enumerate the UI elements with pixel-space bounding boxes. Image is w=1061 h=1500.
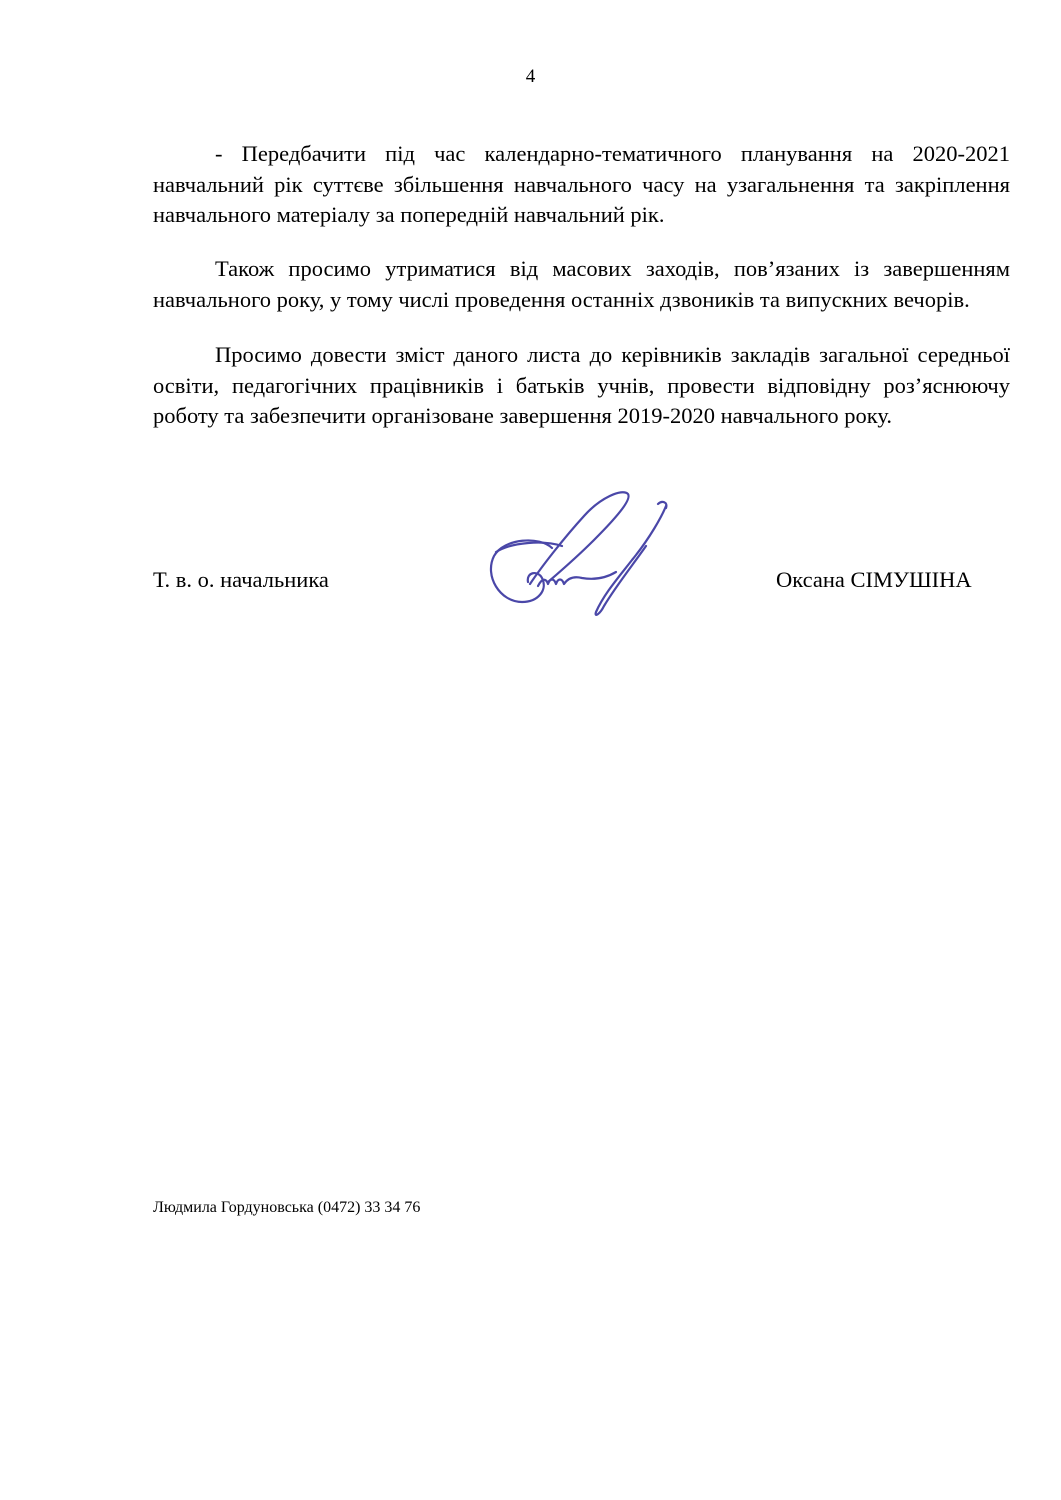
page-number: 4 [525, 66, 536, 87]
paragraph-events [153, 254, 1010, 315]
paragraph-request [153, 340, 1010, 432]
signatory-name: Оксана СІМУШІНА [776, 567, 972, 592]
paragraph-text: Також просимо утриматися від масових заходів, пов’язаних із завершенням навчального року, у тому числі проведення останніх дзвоників та випускних вечорів. [153, 256, 1010, 312]
footer-contact: Людмила Гордуновська (0472) 33 34 76 [153, 1199, 421, 1216]
paragraph-text: - Передбачити під час календарно-тематичного планування на 2020-2021 навчальний рік суттєве збільшення навчального часу на узагальнення та закріплення навчального матеріалу за попередній навчальний рік. [153, 141, 1010, 227]
signatory-role: Т. в. о. начальника [153, 567, 329, 592]
paragraph-text: Просимо довести зміст даного листа до керівників закладів загальної середньої освіти, педагогічних працівників і батьків учнів, провести відповідну роз’яснюючу роботу та забезпечити організоване завершення 2019-2020 навчального року. [153, 342, 1010, 428]
handwritten-signature [482, 486, 682, 622]
paragraph-planning [153, 139, 1010, 231]
